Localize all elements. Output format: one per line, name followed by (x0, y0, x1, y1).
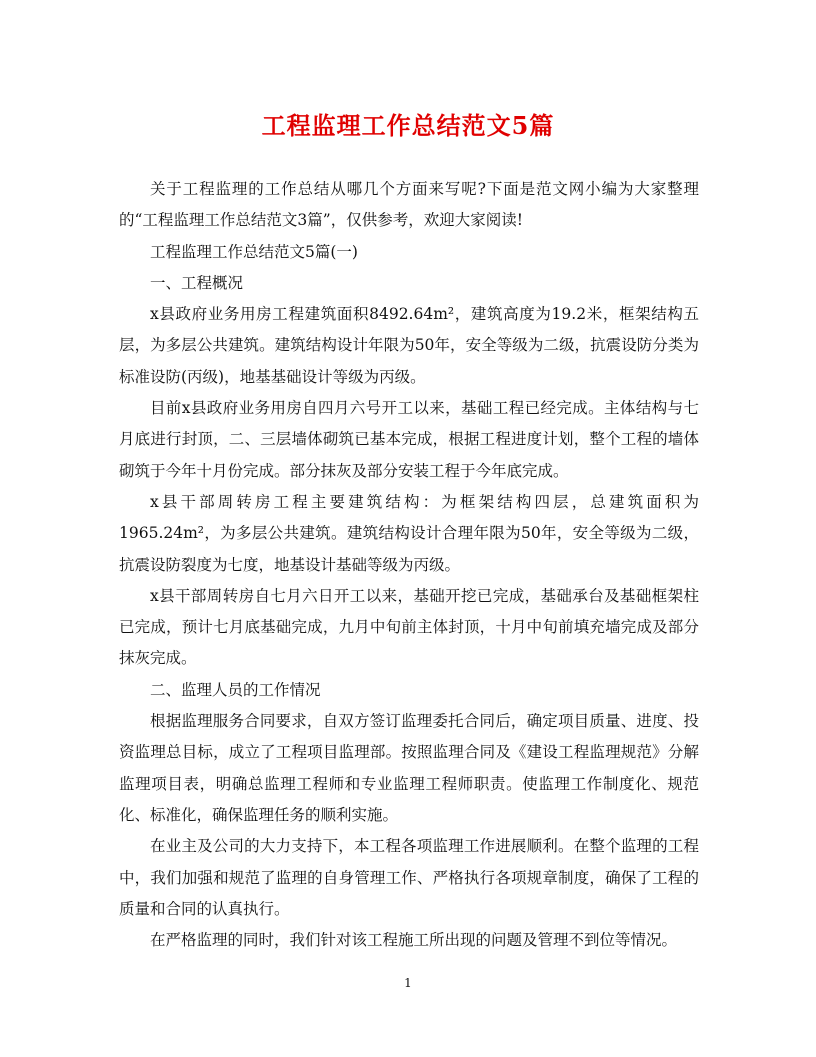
subsection-heading: 一、工程概况 (150, 273, 244, 292)
intro-paragraph: 关于工程监理的工作总结从哪几个方面来写呢?下面是范文网小编为大家整理的“工程监理工作总结范文3篇”，仅供参考，欢迎大家阅读! (119, 180, 699, 230)
subsection-heading: 二、监理人员的工作情况 (150, 680, 321, 699)
page-number: 1 (404, 976, 412, 990)
body-paragraph: 目前x县政府业务用房自四月六号开工以来，基础工程已经完成。主体结构与七月底进行封顶，二、三层墙体砌筑已基本完成，根据工程进度计划，整个工程的墙体砌筑于今年十月份完成。部分抹灰及部分安装工程于今年底完成。 (119, 399, 699, 480)
body-paragraph: x县政府业务用房工程建筑面积8492.64m²，建筑高度为19.2米，框架结构五层，为多层公共建筑。建筑结构设计年限为50年，安全等级为二级，抗震设防分类为标准设防(丙级)，地基基础设计等级为丙级。 (119, 305, 699, 386)
document-body (119, 174, 699, 956)
body-paragraph: 在业主及公司的大力支持下，本工程各项监理工作进展顺利。在整个监理的工程中，我们加强和规范了监理的自身管理工作、严格执行各项规章制度，确保了工程的质量和合同的认真执行。 (119, 837, 699, 918)
page-title: 工程监理工作总结范文5篇 (261, 111, 555, 140)
section-heading: 工程监理工作总结范文5篇(一) (150, 242, 358, 261)
body-paragraph: x县干部周转房自七月六日开工以来，基础开挖已完成，基础承台及基础框架柱已完成，预计七月底基础完成，九月中旬前主体封顶，十月中旬前填充墙完成及部分抹灰完成。 (119, 586, 699, 668)
body-paragraph: 在严格监理的同时，我们针对该工程施工所出现的问题及管理不到位等情况。 (150, 931, 678, 950)
body-paragraph: 根据监理服务合同要求，自双方签订监理委托合同后，确定项目质量、进度、投资监理总目标，成立了工程项目监理部。按照监理合同及《建设工程监理规范》分解监理项目表，明确总监理工程师和专业监理工程师职责。使监理工作制度化、规范化、标准化，确保监理任务的顺利实施。 (119, 712, 699, 824)
body-paragraph: x县干部周转房工程主要建筑结构：为框架结构四层，总建筑面积为1965.24m²，为多层公共建筑。建筑结构设计合理年限为50年，安全等级为二级，抗震设防裂度为七度，地基设计基础等级为丙级。 (119, 492, 699, 574)
